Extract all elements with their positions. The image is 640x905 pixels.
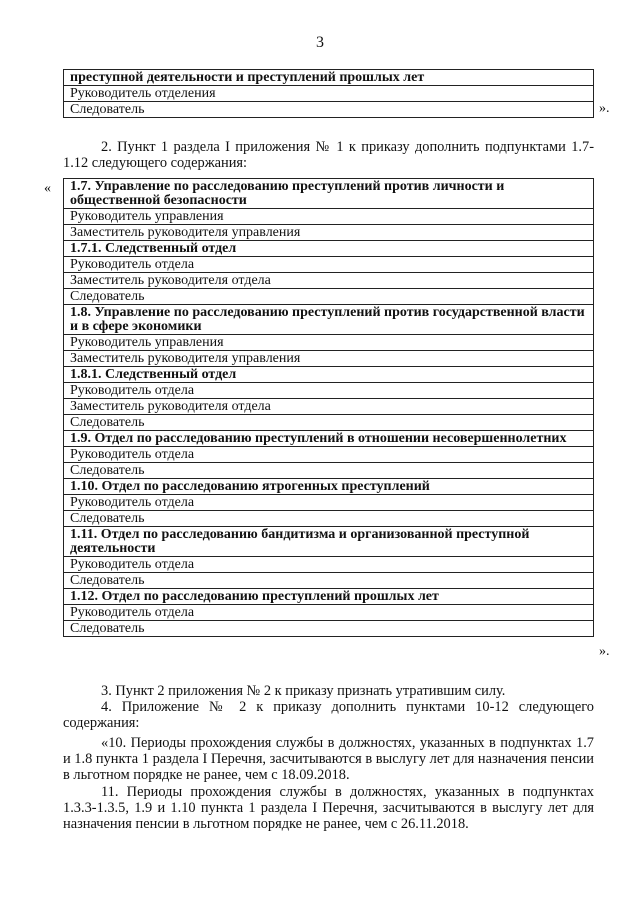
table-heading-row	[64, 70, 594, 86]
table-heading-row	[64, 305, 594, 335]
paragraph-3-text: 3. Пункт 2 приложения № 2 к приказу признать утратившим силу.	[101, 683, 506, 699]
table-cell: 1.9. Отдел по расследованию преступлений в отношении несовершеннолетних	[64, 431, 594, 447]
table-cell: Руководитель отдела	[64, 447, 594, 463]
table-cell: 1.8. Управление по расследованию преступлений против государственной власти и в сфере экономики	[64, 305, 594, 335]
table-cell: Руководитель отдела	[64, 557, 594, 573]
paragraph-11-text: 11. Периоды прохождения службы в должностях, указанных в подпунктах 1.3.3-1.3.5, 1.9 и 1.10 пункта 1 раздела I Перечня, засчитываются в выслугу лет для назначения пенсии в льготном порядке не ранее, чем с 26.11.2018.	[63, 784, 594, 832]
table-row	[64, 383, 594, 399]
table-cell: Следователь	[64, 289, 594, 305]
paragraph-4	[63, 699, 594, 731]
table-row	[64, 102, 594, 118]
table-row	[64, 257, 594, 273]
paragraph-10	[63, 735, 594, 783]
paragraph-11	[63, 784, 594, 832]
paragraph-2-text: 2. Пункт 1 раздела I приложения № 1 к приказу дополнить подпунктами 1.7-1.12 следующего содержания:	[63, 139, 594, 171]
table-cell: Руководитель управления	[64, 209, 594, 225]
table-cell: 1.8.1. Следственный отдел	[64, 367, 594, 383]
table-row	[64, 415, 594, 431]
table-cell: Руководитель отдела	[64, 383, 594, 399]
table-row	[64, 289, 594, 305]
table-row	[64, 335, 594, 351]
table-row	[64, 573, 594, 589]
table-cell: 1.11. Отдел по расследованию бандитизма и организованной преступной деятельности	[64, 527, 594, 557]
paragraph-4-text: 4. Приложение № 2 к приказу дополнить пунктами 10-12 следующего содержания:	[63, 699, 594, 731]
table-heading-row	[64, 179, 594, 209]
table-row	[64, 447, 594, 463]
table-cell: Следователь	[64, 463, 594, 479]
table-cell: 1.7.1. Следственный отдел	[64, 241, 594, 257]
table-row	[64, 463, 594, 479]
table-cell: 1.10. Отдел по расследованию ятрогенных преступлений	[64, 479, 594, 495]
table-heading-row	[64, 527, 594, 557]
table-row	[64, 621, 594, 637]
table-cell: Руководитель управления	[64, 335, 594, 351]
closing-quote-2: ».	[599, 644, 610, 659]
table-cell: преступной деятельности и преступлений прошлых лет	[64, 70, 594, 86]
paragraph-3	[63, 683, 594, 699]
table-heading-row	[64, 367, 594, 383]
table-cell: 1.7. Управление по расследованию преступлений против личности и общественной безопасности	[64, 179, 594, 209]
table-cell: Руководитель отдела	[64, 495, 594, 511]
table-row	[64, 351, 594, 367]
table-positions	[63, 178, 594, 637]
paragraph-2	[63, 139, 594, 171]
table-row	[64, 605, 594, 621]
table-continuation	[63, 69, 594, 118]
table-cell: Следователь	[64, 511, 594, 527]
paragraph-10-text: «10. Периоды прохождения службы в должностях, указанных в подпунктах 1.7 и 1.8 пункта 1 раздела I Перечня, засчитываются в выслугу лет для назначения пенсии в льготном порядке не ранее, чем с 18.09.2018.	[63, 735, 594, 783]
table-row	[64, 273, 594, 289]
opening-quote-2: «	[44, 181, 51, 196]
table-row	[64, 399, 594, 415]
table-cell: Руководитель отделения	[64, 86, 594, 102]
closing-quote-1: ».	[599, 101, 610, 116]
table-row	[64, 557, 594, 573]
page-number: 3	[316, 34, 324, 51]
table-heading-row	[64, 589, 594, 605]
table-cell: Руководитель отдела	[64, 605, 594, 621]
table-heading-row	[64, 241, 594, 257]
table-heading-row	[64, 479, 594, 495]
table-cell: Следователь	[64, 573, 594, 589]
table-cell: Руководитель отдела	[64, 257, 594, 273]
table-cell: Заместитель руководителя управления	[64, 225, 594, 241]
table-cell: Следователь	[64, 102, 594, 118]
table-cell: Следователь	[64, 415, 594, 431]
table-cell: 1.12. Отдел по расследованию преступлений прошлых лет	[64, 589, 594, 605]
table-row	[64, 495, 594, 511]
table-row	[64, 511, 594, 527]
table-cell: Заместитель руководителя отдела	[64, 399, 594, 415]
table-cell: Следователь	[64, 621, 594, 637]
table-heading-row	[64, 431, 594, 447]
table-row	[64, 209, 594, 225]
table-row	[64, 86, 594, 102]
table-cell: Заместитель руководителя отдела	[64, 273, 594, 289]
table-row	[64, 225, 594, 241]
table-cell: Заместитель руководителя управления	[64, 351, 594, 367]
